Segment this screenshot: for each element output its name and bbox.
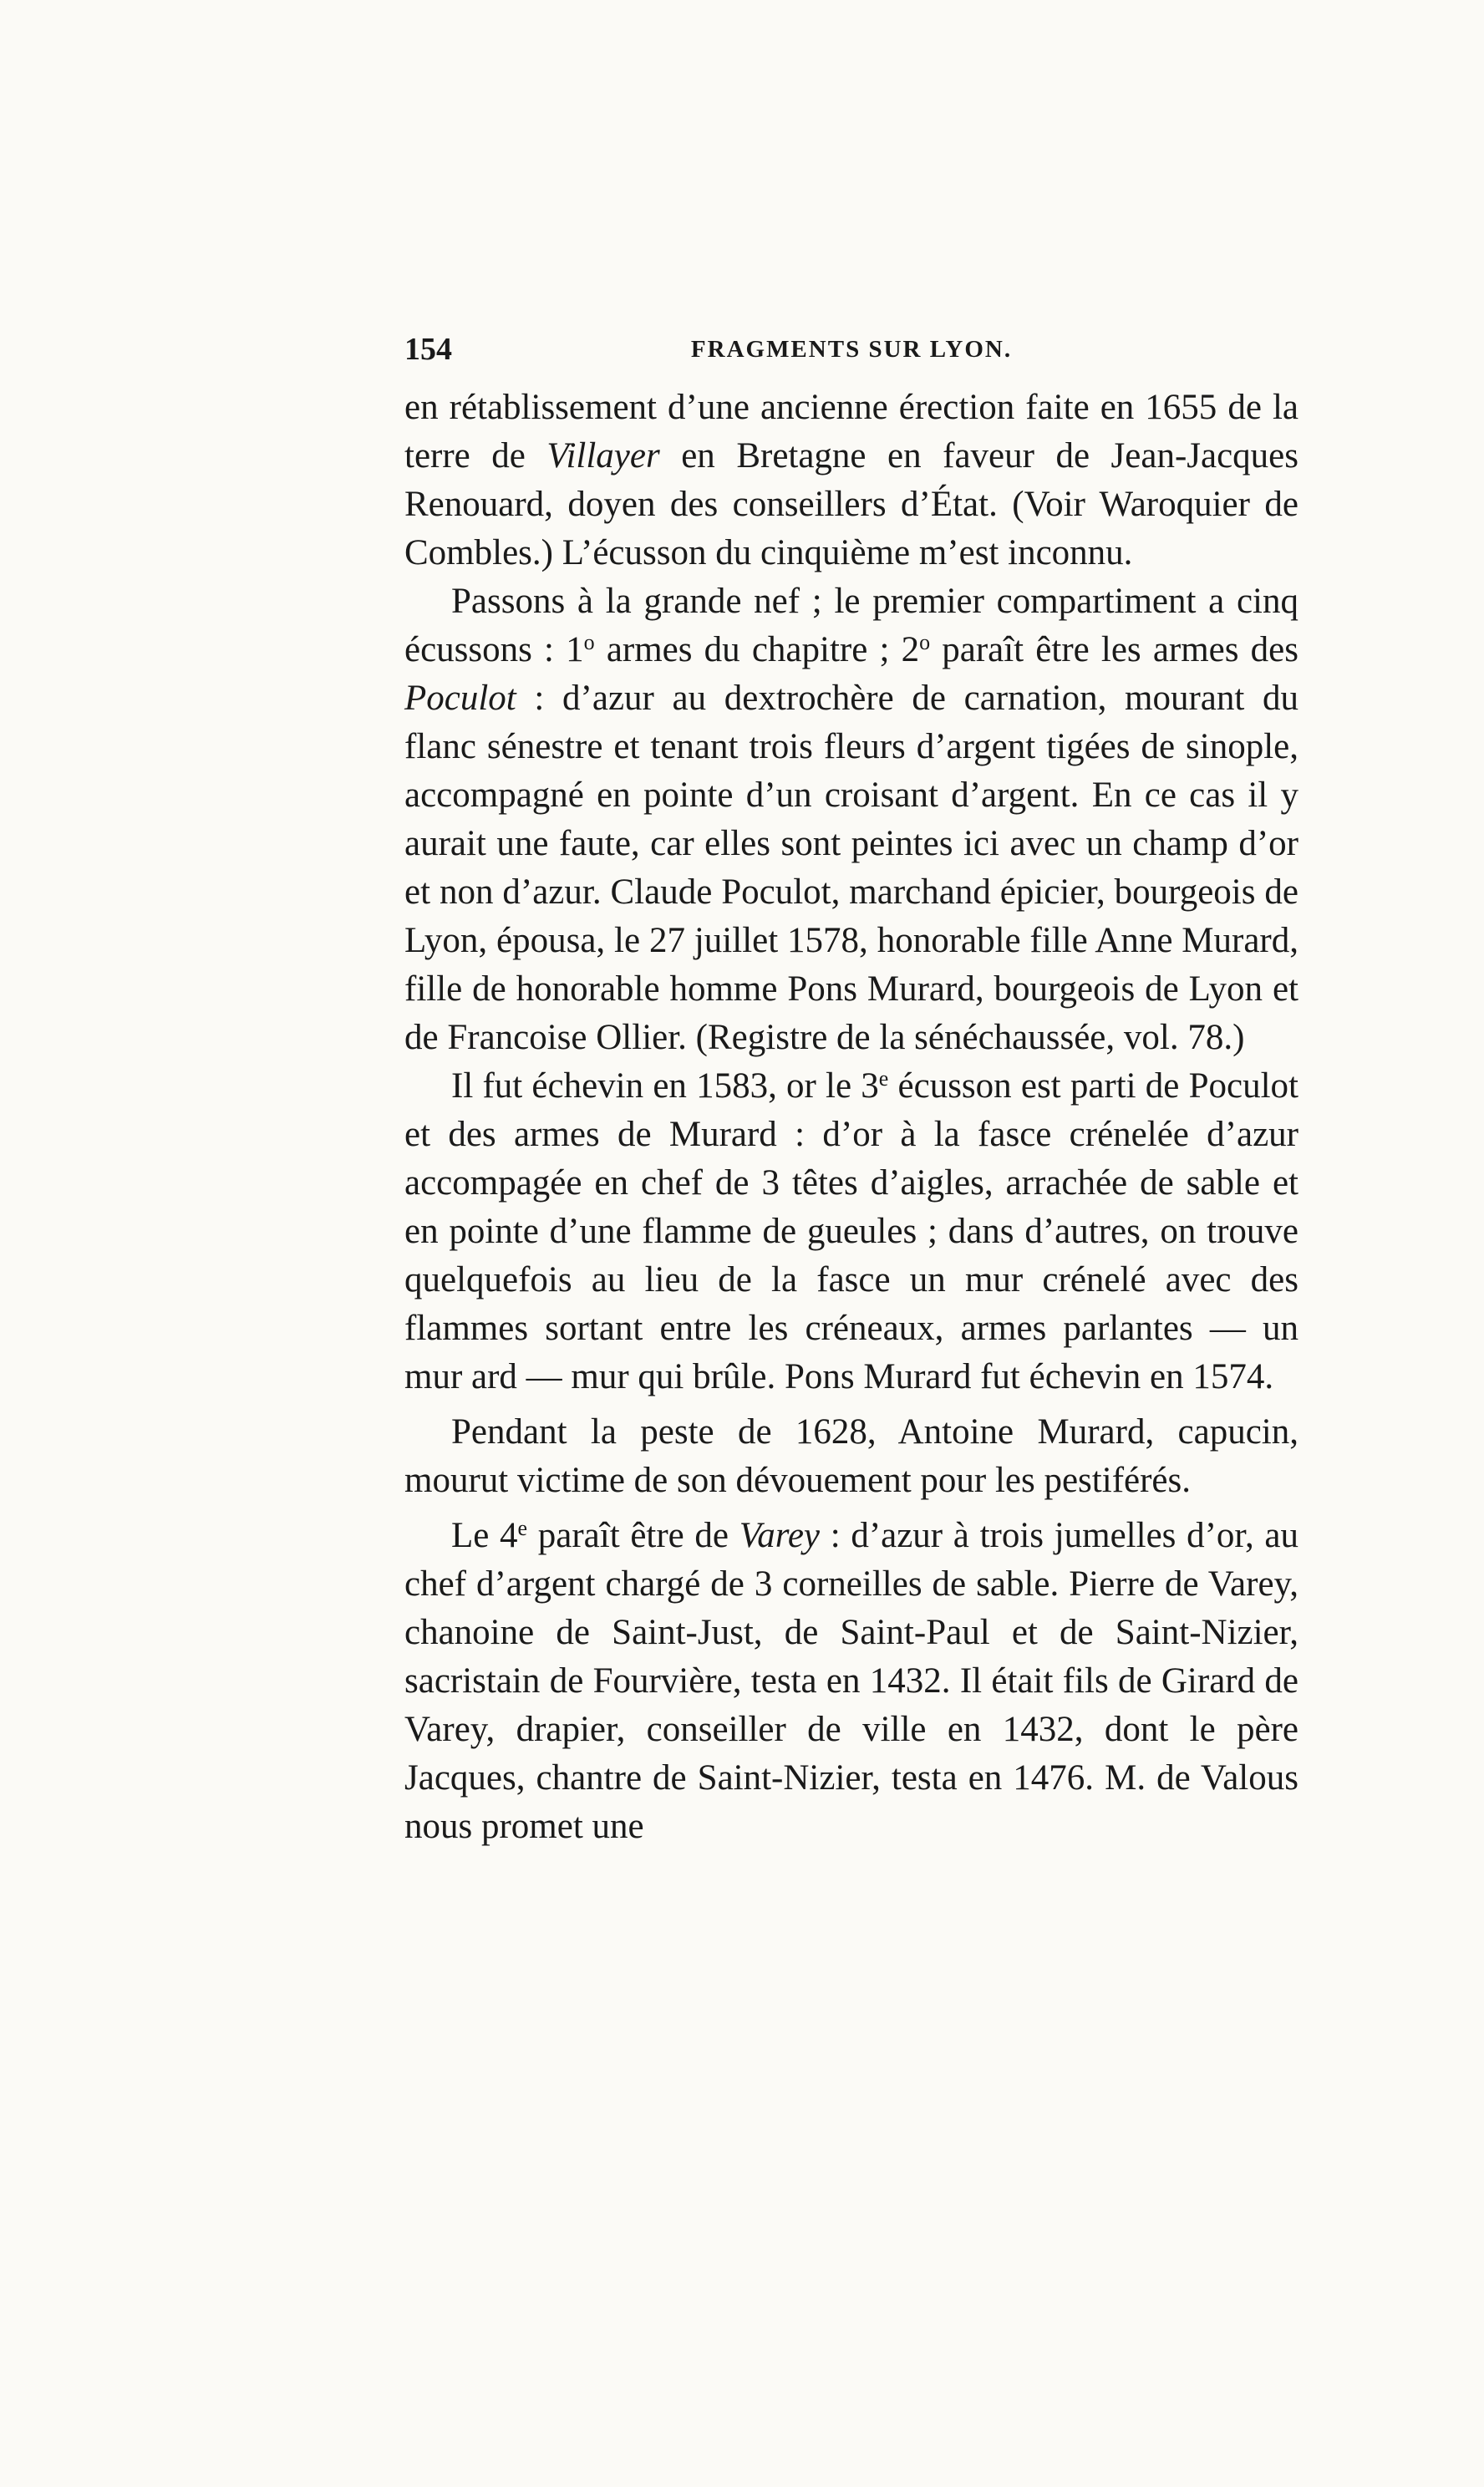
text-segment: : d’azur à trois jumelles d’or, au chef d’argent chargé de 3 corneilles de sable. Pierre de Varey, chanoine de Saint-Just, de Saint-Paul et de Saint-Nizier, sacristain de Fourvière, testa en 1432. Il était fils de Girard de Varey, drapier, conseiller de ville en 1432, dont le père Jacques, chantre de Saint-Nizier, testa en 1476. M. de Valous nous promet une xyxy=(404,1516,1298,1846)
text-segment: Pendant la peste de 1628, Antoine Murard, capucin, mourut victime de son dévouement pour les pestiférés. xyxy=(404,1412,1298,1500)
text-segment: armes du chapitre ; 2 xyxy=(594,630,920,669)
text-segment: paraît être de xyxy=(527,1516,739,1555)
italic-text: Villayer xyxy=(546,436,660,476)
superscript: o xyxy=(919,630,931,654)
text-segment: en Bretagne en faveur de Jean-Jacques Renouard, doyen des conseillers d’État. (Voir Waroquier de Combles.) L’écusson du cinquième m’est inconnu. xyxy=(404,436,1299,572)
text-segment: écusson est parti de Poculot et des armes de Murard : d’or à la fasce crénelée d’azur accompagée en chef de 3 têtes d’aigles, arrachée de sable et en pointe d’une flamme de gueules ; dans d’autres, on trouve quelquefois au lieu de la fasce un mur crénelé avec des flammes sortant entre les créneaux, armes parlantes — un mur ard — mur qui brûle. Pons Murard fut échevin en 1574. xyxy=(404,1066,1298,1396)
paragraph xyxy=(404,1062,1298,1401)
page-header xyxy=(404,331,1298,378)
italic-text: Varey xyxy=(739,1516,821,1555)
superscript: o xyxy=(583,630,595,654)
page-number: 154 xyxy=(404,332,452,367)
text-segment: Le 4 xyxy=(451,1516,518,1555)
superscript: e xyxy=(517,1516,528,1540)
paragraph xyxy=(404,384,1298,577)
text-segment: : d’azur au dextrochère de carnation, mourant du flanc sénestre et tenant trois fleurs d’argent tigées de sinople, accompagné en pointe d’un croisant d’argent. En ce cas il y aurait une faute, car elles sont peintes ici avec un champ d’or et non d’azur. Claude Poculot, marchand épicier, bourgeois de Lyon, épousa, le 27 juillet 1578, honorable fille Anne Murard, fille de honorable homme Pons Murard, bourgeois de Lyon et de Francoise Ollier. (Registre de la sénéchaussée, vol. 78.) xyxy=(404,679,1298,1057)
italic-text: Poculot xyxy=(404,679,516,718)
paragraph xyxy=(404,577,1298,1062)
text-segment: paraît être les armes des xyxy=(930,630,1298,669)
paragraph xyxy=(404,1512,1298,1851)
paragraph xyxy=(404,1408,1298,1505)
text-segment: Il fut échevin en 1583, or le 3 xyxy=(451,1066,879,1106)
body-text xyxy=(404,384,1298,1851)
text-segment: en rétablissement d’une ancienne érection faite en 1655 de la terre de xyxy=(404,388,1298,476)
text-segment: Passons à la grande nef ; le premier compartiment a cinq écussons : 1 xyxy=(404,582,1298,669)
superscript: e xyxy=(878,1066,889,1091)
running-title: FRAGMENTS SUR LYON. xyxy=(690,336,1013,363)
